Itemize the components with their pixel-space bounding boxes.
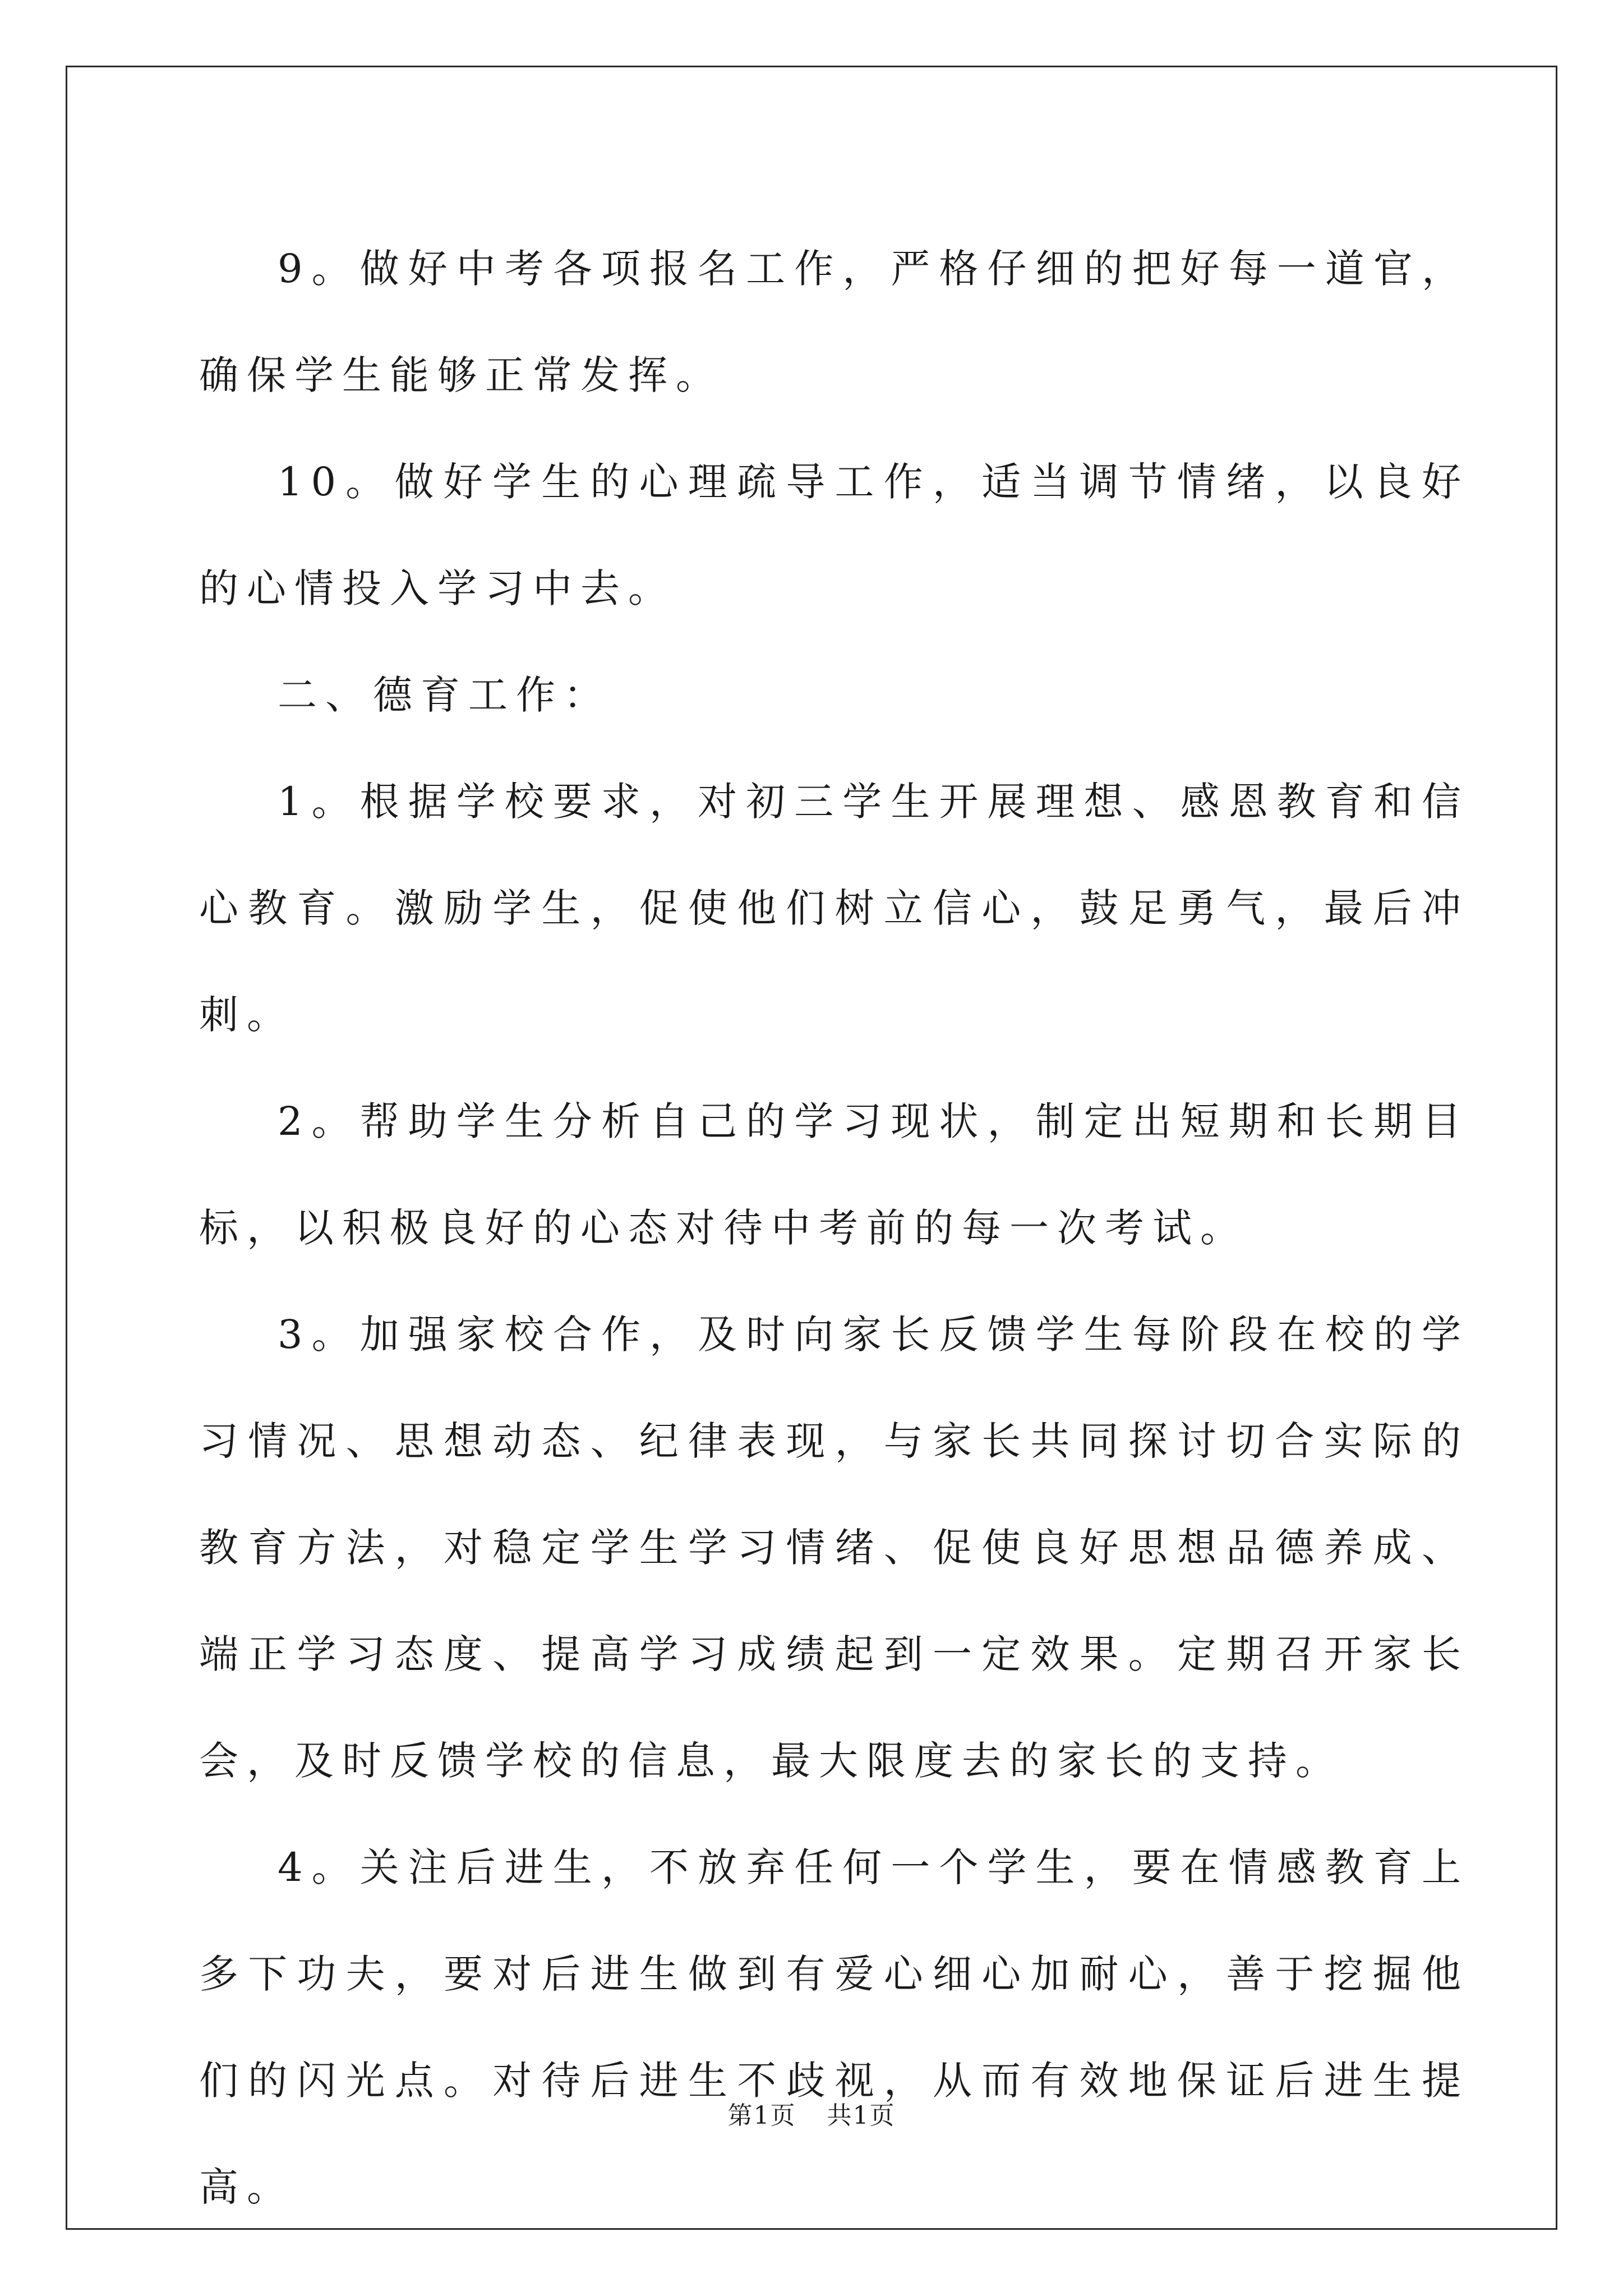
paragraph-moral-item-2: 2。帮助学生分析自己的学习现状，制定出短期和长期目标，以积极良好的心态对待中考前的每一次考试。 xyxy=(199,1098,1469,1251)
paragraph-moral-item-1: 1。根据学校要求，对初三学生开展理想、感恩教育和信心教育。激励学生，促使他们树立信心，鼓足勇气，最后冲刺。 xyxy=(199,779,1469,1038)
page-footer xyxy=(0,2095,1623,2131)
page-number-current: 第1页 xyxy=(727,2101,796,2130)
paragraph-item-10: 10。做好学生的心理疏导工作，适当调节情绪，以良好的心情投入学习中去。 xyxy=(199,459,1469,611)
document-body xyxy=(199,215,1469,2240)
paragraph-item-9: 9。做好中考各项报名工作，严格仔细的把好每一道官，确保学生能够正常发挥。 xyxy=(199,246,1469,398)
paragraph-moral-item-4: 4。关注后进生，不放弃任何一个学生，要在情感教育上多下功夫，要对后进生做到有爱心细心加耐心，善于挖掘他们的闪光点。对待后进生不歧视，从而有效地保证后进生提高。 xyxy=(199,1844,1469,2210)
section-heading-moral-education: 二、德育工作： xyxy=(278,672,611,718)
paragraph-moral-item-3: 3。加强家校合作，及时向家长反馈学生每阶段在校的学习情况、思想动态、纪律表现，与家长共同探讨切合实际的教育方法，对稳定学生学习情绪、促使良好思想品德养成、端正学习态度、提高学习成绩起到一定效果。定期召开家长会，及时反馈学校的信息，最大限度去的家长的支持。 xyxy=(199,1312,1469,1784)
page-number-total: 共1页 xyxy=(827,2101,896,2130)
